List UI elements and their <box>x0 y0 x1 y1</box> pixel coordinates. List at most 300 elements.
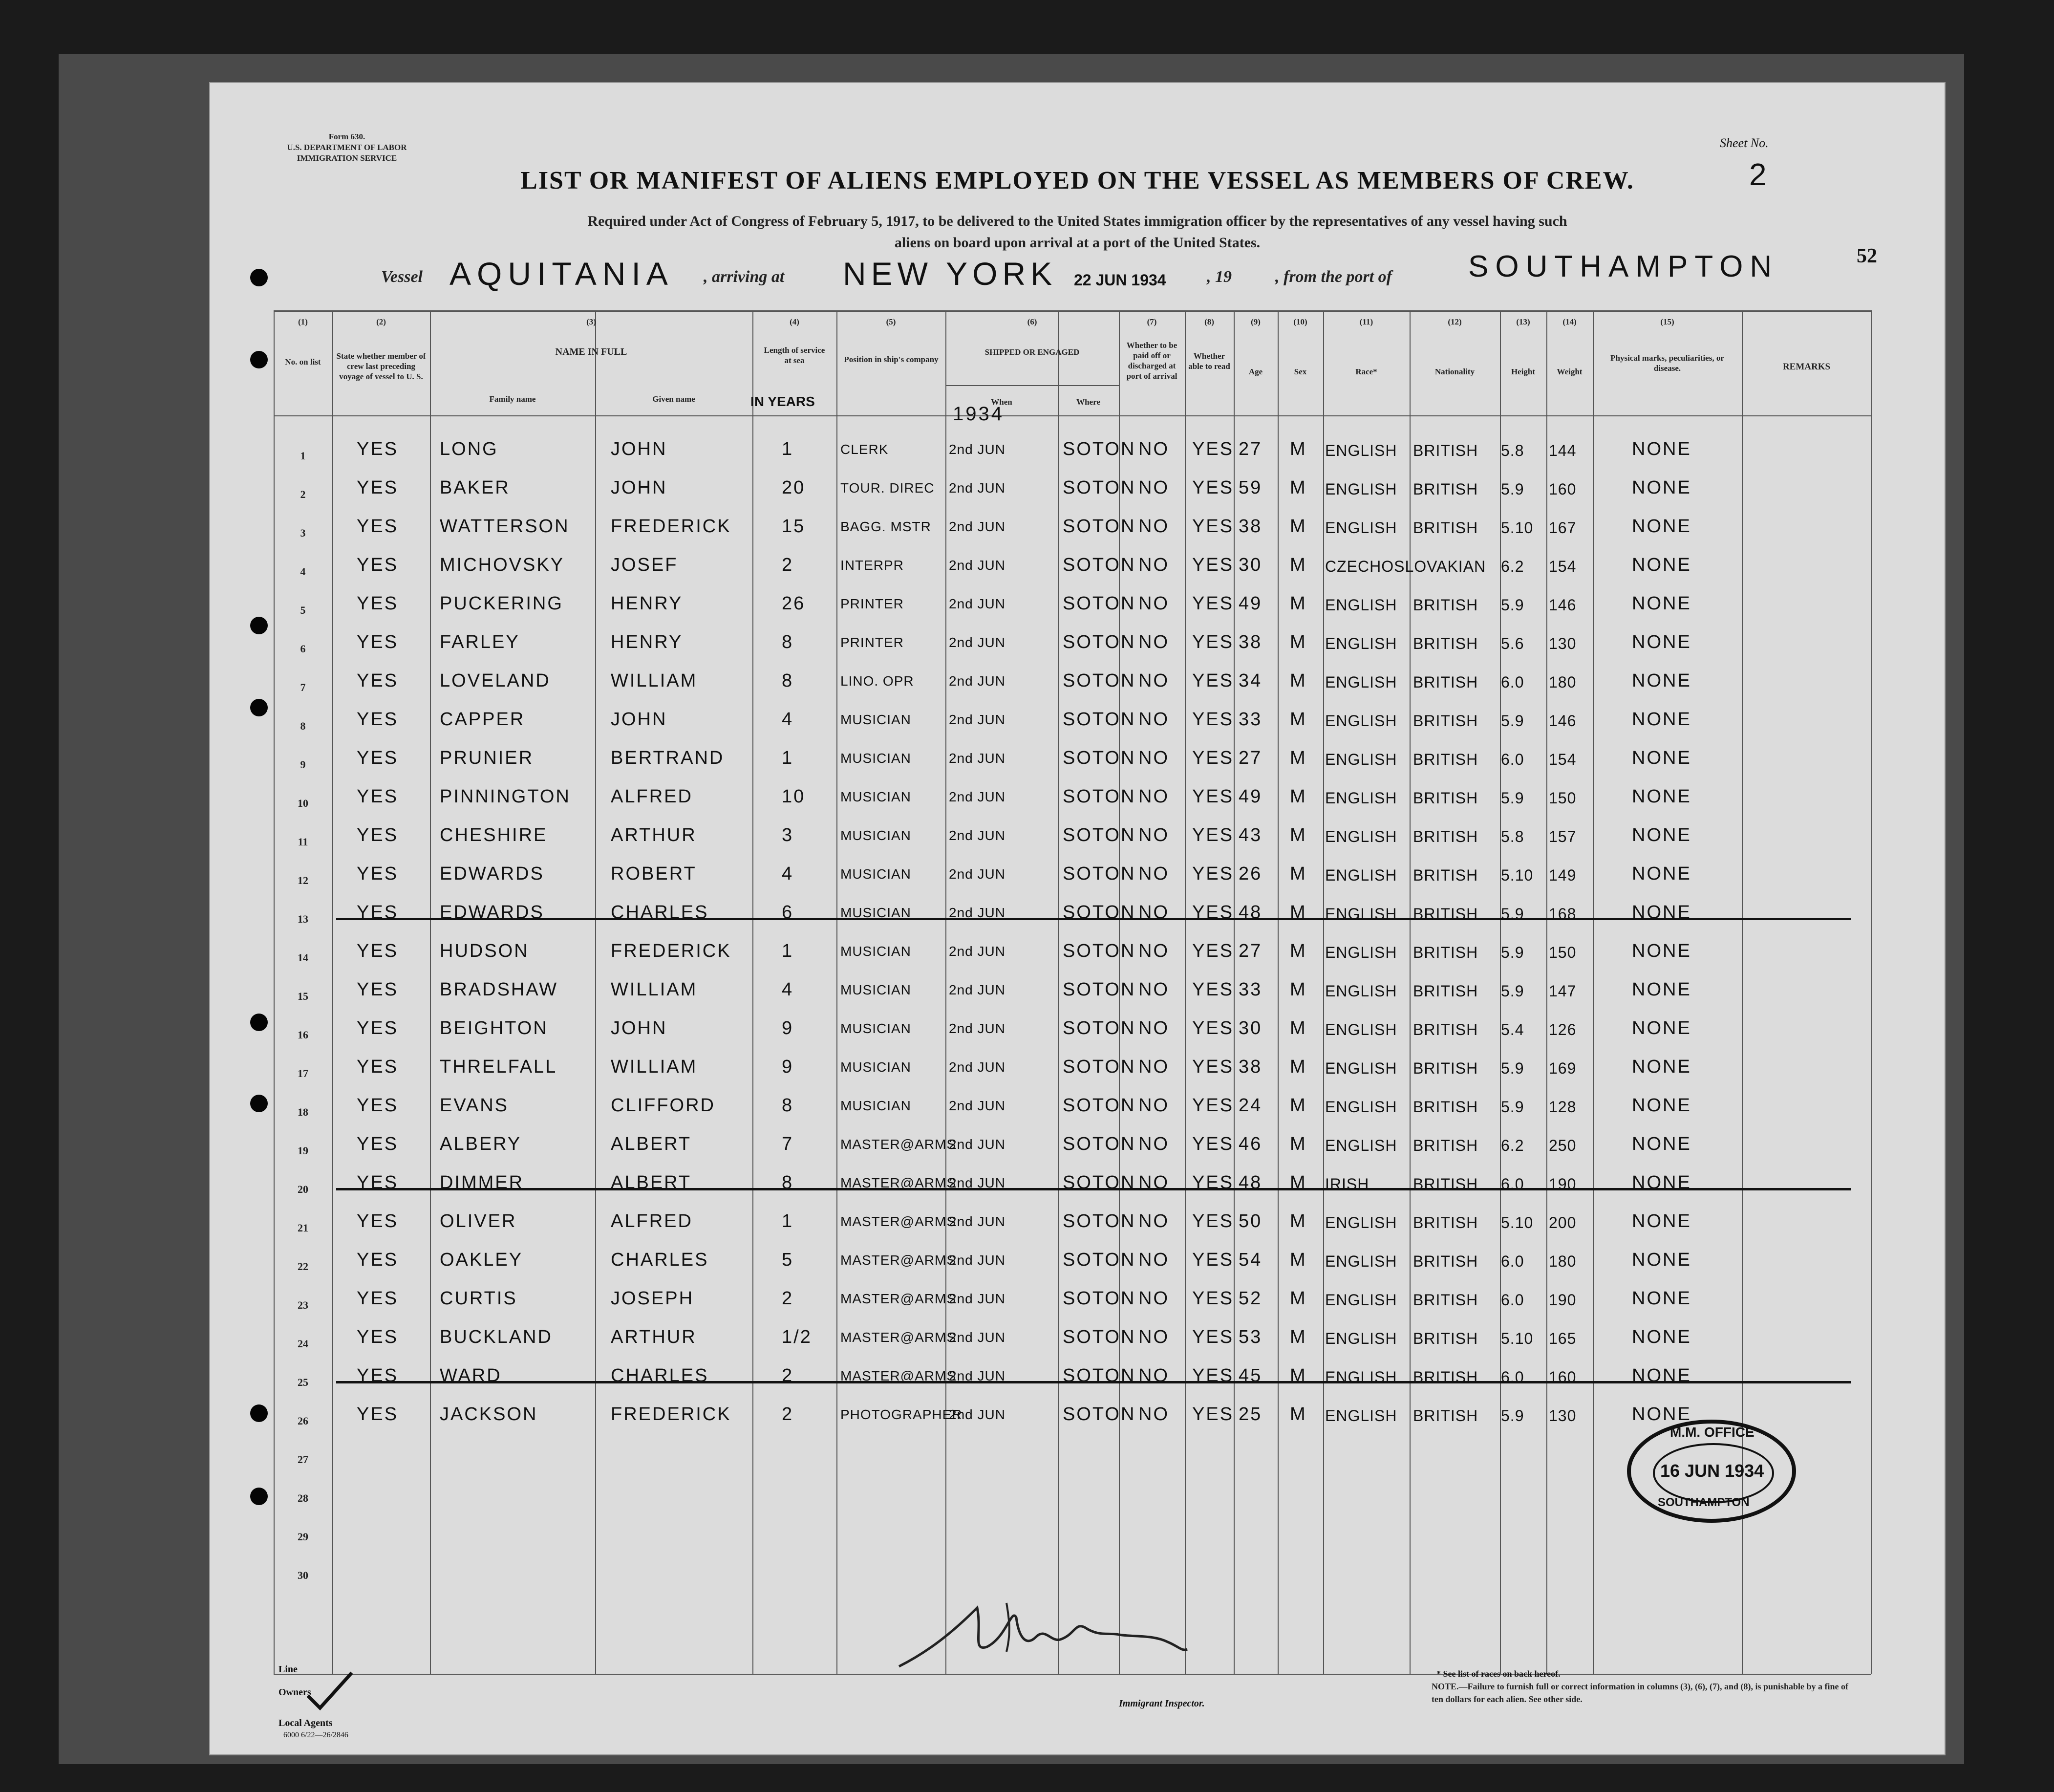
nationality: BRITISH <box>1413 789 1478 807</box>
race: ENGLISH <box>1325 982 1397 1000</box>
sex: M <box>1290 825 1307 845</box>
previous-voyage: YES <box>357 902 399 923</box>
col-number: (14) <box>1562 317 1577 326</box>
nationality: BRITISH <box>1413 751 1478 768</box>
able-to-read: YES <box>1192 902 1234 923</box>
length-of-service: 6 <box>782 902 794 923</box>
service: IMMIGRATION SERVICE <box>297 153 397 163</box>
race: ENGLISH <box>1325 828 1397 845</box>
family-name: LONG <box>440 439 498 459</box>
family-name: PINNINGTON <box>440 786 571 807</box>
physical-marks: NONE <box>1632 670 1691 691</box>
position-in-company: MUSICIAN <box>840 866 911 882</box>
age: 38 <box>1239 516 1262 537</box>
able-to-read: YES <box>1192 593 1234 614</box>
position-in-company: MUSICIAN <box>840 828 911 843</box>
height: 5.10 <box>1501 1214 1534 1231</box>
table-row <box>210 512 1945 550</box>
weight: 149 <box>1549 866 1577 884</box>
sex: M <box>1290 941 1307 961</box>
age: 30 <box>1239 555 1262 575</box>
nationality: BRITISH <box>1413 828 1478 845</box>
shipped-where: SOTON <box>1063 1211 1136 1231</box>
race: ENGLISH <box>1325 673 1397 691</box>
length-of-service: 4 <box>782 864 794 884</box>
able-to-read: YES <box>1192 1404 1234 1425</box>
row-number: 8 <box>300 720 306 732</box>
age: 48 <box>1239 1172 1262 1193</box>
header-remarks: REMARKS <box>1782 362 1831 372</box>
shipped-when: 2nd JUN <box>949 1021 1006 1036</box>
given-name: BERTRAND <box>611 748 725 768</box>
family-name: FARLEY <box>440 632 520 652</box>
row-number: 10 <box>298 797 308 809</box>
footer-print-code: 6000 6/22—26/2846 <box>283 1731 348 1739</box>
able-to-read: YES <box>1192 1057 1234 1077</box>
weight: 154 <box>1549 751 1577 768</box>
height: 6.0 <box>1501 673 1524 691</box>
position-in-company: INTERPR <box>840 558 904 573</box>
vessel-name: AQUITANIA <box>449 256 674 292</box>
given-name: WILLIAM <box>611 670 698 691</box>
col-number: (7) <box>1147 317 1157 326</box>
col-number: (2) <box>376 317 386 326</box>
given-name: JOHN <box>611 709 667 730</box>
family-name: PRUNIER <box>440 748 534 768</box>
table-row <box>210 937 1945 975</box>
weight: 165 <box>1549 1330 1577 1347</box>
length-of-service: 2 <box>782 1404 794 1425</box>
age: 25 <box>1239 1404 1262 1425</box>
paid-off: NO <box>1138 1172 1169 1193</box>
table-row <box>210 1246 1945 1284</box>
height: 5.9 <box>1501 596 1524 614</box>
sex: M <box>1290 670 1307 691</box>
position-in-company: MUSICIAN <box>840 944 911 959</box>
shipped-when: 2nd JUN <box>949 673 1006 689</box>
shipped-when: 2nd JUN <box>949 751 1006 766</box>
nationality: BRITISH <box>1413 1368 1478 1386</box>
table-row <box>210 1207 1945 1245</box>
position-in-company: MUSICIAN <box>840 1021 911 1036</box>
shipped-where: SOTON <box>1063 786 1136 807</box>
paid-off: NO <box>1138 632 1169 652</box>
race: ENGLISH <box>1325 1252 1397 1270</box>
table-row <box>210 1014 1945 1052</box>
length-of-service: 1/2 <box>782 1327 812 1347</box>
family-name: JACKSON <box>440 1404 538 1425</box>
age: 54 <box>1239 1250 1262 1270</box>
physical-marks: NONE <box>1632 1134 1691 1154</box>
table-row <box>210 860 1945 898</box>
position-in-company: TOUR. DIREC <box>840 480 935 496</box>
shipped-when: 2nd JUN <box>949 789 1006 804</box>
able-to-read: YES <box>1192 1250 1234 1270</box>
given-name: WILLIAM <box>611 979 698 1000</box>
paid-off: NO <box>1138 1365 1169 1386</box>
previous-voyage: YES <box>357 593 399 614</box>
family-name: WARD <box>440 1365 502 1386</box>
length-of-service: 5 <box>782 1250 794 1270</box>
date-stamp: 22 JUN 1934 <box>1074 271 1166 289</box>
table-row <box>210 821 1945 859</box>
sex: M <box>1290 1404 1307 1425</box>
given-name: HENRY <box>611 593 683 614</box>
length-of-service: 3 <box>782 825 794 845</box>
length-of-service: 2 <box>782 1365 794 1386</box>
nationality: BRITISH <box>1413 1137 1478 1154</box>
height: 5.9 <box>1501 905 1524 923</box>
row-number: 21 <box>298 1222 308 1234</box>
able-to-read: YES <box>1192 1172 1234 1193</box>
family-name: LOVELAND <box>440 670 551 691</box>
able-to-read: YES <box>1192 1095 1234 1116</box>
paid-off: NO <box>1138 477 1169 498</box>
row-number: 9 <box>300 758 306 771</box>
header-length-service: Length of service at sea <box>764 345 825 365</box>
previous-voyage: YES <box>357 1327 399 1347</box>
header-race: Race* <box>1355 367 1377 376</box>
physical-marks: NONE <box>1632 516 1691 537</box>
header-physical-marks: Physical marks, peculiarities, or disease. <box>1610 353 1724 373</box>
nationality: BRITISH <box>1413 1407 1478 1425</box>
family-name: THRELFALL <box>440 1057 557 1077</box>
previous-voyage: YES <box>357 1404 399 1425</box>
height: 5.9 <box>1501 712 1524 730</box>
weight: 167 <box>1549 519 1577 537</box>
weight: 147 <box>1549 982 1577 1000</box>
shipped-when: 2nd JUN <box>949 982 1006 997</box>
height: 5.9 <box>1501 789 1524 807</box>
race: ENGLISH <box>1325 1021 1397 1038</box>
length-of-service: 4 <box>782 979 794 1000</box>
paid-off: NO <box>1138 1057 1169 1077</box>
given-name: ROBERT <box>611 864 697 884</box>
paid-off: NO <box>1138 864 1169 884</box>
header-able-read: Whether able to read <box>1188 351 1230 371</box>
stamp-office: M.M. OFFICE <box>1670 1425 1754 1440</box>
age: 27 <box>1239 748 1262 768</box>
row-number: 23 <box>298 1299 308 1311</box>
length-of-service: 8 <box>782 670 794 691</box>
physical-marks: NONE <box>1632 1327 1691 1347</box>
previous-voyage: YES <box>357 555 399 575</box>
nationality: BRITISH <box>1413 1021 1478 1038</box>
inspector-label: Immigrant Inspector. <box>1119 1698 1205 1709</box>
paid-off: NO <box>1138 1288 1169 1309</box>
paid-off: NO <box>1138 825 1169 845</box>
family-name: EDWARDS <box>440 864 544 884</box>
sex: M <box>1290 516 1307 537</box>
shipped-where: SOTON <box>1063 1172 1136 1193</box>
col-number: (5) <box>886 317 896 326</box>
length-of-service: 1 <box>782 748 794 768</box>
previous-voyage: YES <box>357 1095 399 1116</box>
race: ENGLISH <box>1325 480 1397 498</box>
page-number: 52 <box>1857 245 1877 267</box>
age: 46 <box>1239 1134 1262 1154</box>
table-row <box>210 1053 1945 1091</box>
manifest-title: LIST OR MANIFEST OF ALIENS EMPLOYED ON THE VESSEL AS MEMBERS OF CREW. <box>520 167 1634 194</box>
shipped-when: 2nd JUN <box>949 905 1006 920</box>
able-to-read: YES <box>1192 748 1234 768</box>
given-name: FREDERICK <box>611 1404 731 1425</box>
table-top-border <box>274 310 1871 312</box>
length-of-service: 26 <box>782 593 806 614</box>
year-note: 1934 <box>953 403 1004 425</box>
header-in-years: IN YEARS <box>750 394 815 409</box>
row-number: 19 <box>298 1144 308 1157</box>
family-name: EVANS <box>440 1095 509 1116</box>
height: 6.2 <box>1501 558 1524 575</box>
row-number: 18 <box>298 1106 308 1118</box>
length-of-service: 8 <box>782 1172 794 1193</box>
table-row <box>210 1091 1945 1129</box>
col-number: (15) <box>1660 317 1674 326</box>
paid-off: NO <box>1138 748 1169 768</box>
race: CZECHOSLOVAKIAN <box>1325 558 1486 575</box>
age: 33 <box>1239 709 1262 730</box>
arriving-label: , arriving at <box>704 268 785 286</box>
header-weight: Weight <box>1557 367 1583 376</box>
able-to-read: YES <box>1192 439 1234 459</box>
height: 5.9 <box>1501 982 1524 1000</box>
position-in-company: PRINTER <box>840 596 904 611</box>
sex: M <box>1290 439 1307 459</box>
header-height: Height <box>1511 367 1536 376</box>
physical-marks: NONE <box>1632 864 1691 884</box>
nationality: BRITISH <box>1413 635 1478 652</box>
nationality: BRITISH <box>1413 442 1478 459</box>
header-given-name: Given name <box>652 394 695 404</box>
nationality: BRITISH <box>1413 866 1478 884</box>
shipped-where: SOTON <box>1063 748 1136 768</box>
shipped-when: 2nd JUN <box>949 1330 1006 1345</box>
height: 6.0 <box>1501 751 1524 768</box>
position-in-company: CLERK <box>840 442 889 457</box>
height: 5.6 <box>1501 635 1524 652</box>
paid-off: NO <box>1138 439 1169 459</box>
given-name: ALFRED <box>611 1211 693 1231</box>
table-row <box>210 975 1945 1014</box>
inspector-signature <box>889 1588 1202 1681</box>
shipped-where: SOTON <box>1063 1134 1136 1154</box>
height: 5.10 <box>1501 866 1534 884</box>
able-to-read: YES <box>1192 825 1234 845</box>
physical-marks: NONE <box>1632 786 1691 807</box>
age: 27 <box>1239 439 1262 459</box>
race: ENGLISH <box>1325 751 1397 768</box>
family-name: DIMMER <box>440 1172 524 1193</box>
able-to-read: YES <box>1192 516 1234 537</box>
nationality: BRITISH <box>1413 905 1478 923</box>
physical-marks: NONE <box>1632 825 1691 845</box>
sex: M <box>1290 748 1307 768</box>
header-name-in-full: NAME IN FULL <box>555 346 627 357</box>
age: 38 <box>1239 1057 1262 1077</box>
nationality: BRITISH <box>1413 1098 1478 1116</box>
shipped-when: 2nd JUN <box>949 558 1006 573</box>
height: 5.9 <box>1501 480 1524 498</box>
length-of-service: 9 <box>782 1057 794 1077</box>
given-name: HENRY <box>611 632 683 652</box>
given-name: ARTHUR <box>611 1327 697 1347</box>
physical-marks: NONE <box>1632 1250 1691 1270</box>
race: ENGLISH <box>1325 866 1397 884</box>
paid-off: NO <box>1138 1095 1169 1116</box>
previous-voyage: YES <box>357 709 399 730</box>
sex: M <box>1290 477 1307 498</box>
stamp-place: SOUTHAMPTON <box>1658 1496 1750 1509</box>
shipped-where: SOTON <box>1063 1404 1136 1425</box>
header-paid-off: Whether to be paid off or discharged at port of arrival <box>1126 341 1177 381</box>
previous-voyage: YES <box>357 1365 399 1386</box>
nationality: BRITISH <box>1413 519 1478 537</box>
col-number: (9) <box>1251 317 1261 326</box>
height: 5.10 <box>1501 519 1534 537</box>
position-in-company: MUSICIAN <box>840 1098 911 1113</box>
position-in-company: MUSICIAN <box>840 712 911 727</box>
age: 24 <box>1239 1095 1262 1116</box>
given-name: ALBERT <box>611 1172 692 1193</box>
previous-voyage: YES <box>357 1250 399 1270</box>
vessel-label: Vessel <box>381 268 423 286</box>
table-row <box>210 705 1945 743</box>
family-name: BUCKLAND <box>440 1327 553 1347</box>
age: 34 <box>1239 670 1262 691</box>
header-age: Age <box>1248 367 1263 376</box>
race: ENGLISH <box>1325 519 1397 537</box>
physical-marks: NONE <box>1632 593 1691 614</box>
age: 53 <box>1239 1327 1262 1347</box>
physical-marks: NONE <box>1632 902 1691 923</box>
sex: M <box>1290 632 1307 652</box>
sheet-number: 2 <box>1749 157 1767 192</box>
row-number: 1 <box>300 450 306 462</box>
sex: M <box>1290 1172 1307 1193</box>
length-of-service: 8 <box>782 632 794 652</box>
stamp-date: 16 JUN 1934 <box>1660 1461 1764 1481</box>
paid-off: NO <box>1138 941 1169 961</box>
length-of-service: 9 <box>782 1018 794 1038</box>
weight: 154 <box>1549 558 1577 575</box>
height: 6.0 <box>1501 1291 1524 1309</box>
previous-voyage: YES <box>357 670 399 691</box>
age: 49 <box>1239 786 1262 807</box>
race: ENGLISH <box>1325 635 1397 652</box>
age: 26 <box>1239 864 1262 884</box>
given-name: JOHN <box>611 439 667 459</box>
previous-voyage: YES <box>357 1018 399 1038</box>
race: ENGLISH <box>1325 1098 1397 1116</box>
table-row <box>210 628 1945 666</box>
table-row <box>210 435 1945 473</box>
length-of-service: 10 <box>782 786 806 807</box>
weight: 150 <box>1549 944 1577 961</box>
shipped-when: 2nd JUN <box>949 1368 1006 1383</box>
sheet-label: Sheet No. <box>1720 136 1769 150</box>
row-number: 27 <box>298 1453 308 1466</box>
table-row <box>210 1168 1945 1207</box>
family-name: BEIGHTON <box>440 1018 548 1038</box>
height: 5.10 <box>1501 1330 1534 1347</box>
table-row <box>210 551 1945 589</box>
weight: 190 <box>1549 1175 1577 1193</box>
length-of-service: 15 <box>782 516 806 537</box>
row-number: 26 <box>298 1415 308 1427</box>
position-in-company: MASTER@ARMS <box>840 1175 956 1190</box>
footer-owners: Owners <box>278 1687 311 1698</box>
col-number: (4) <box>790 317 799 326</box>
sex: M <box>1290 1211 1307 1231</box>
height: 6.0 <box>1501 1252 1524 1270</box>
family-name: WATTERSON <box>440 516 570 537</box>
col-number: (10) <box>1293 317 1307 326</box>
previous-voyage: YES <box>357 1134 399 1154</box>
family-name: MICHOVSKY <box>440 555 565 575</box>
table-row <box>210 744 1945 782</box>
header-nationality: Nationality <box>1434 367 1475 376</box>
row-number: 29 <box>298 1531 308 1543</box>
shipped-where: SOTON <box>1063 1327 1136 1347</box>
length-of-service: 1 <box>782 941 794 961</box>
able-to-read: YES <box>1192 1327 1234 1347</box>
given-name: JOSEF <box>611 555 678 575</box>
manifest-sheet <box>209 82 1946 1755</box>
shipped-where: SOTON <box>1063 1057 1136 1077</box>
height: 5.8 <box>1501 828 1524 845</box>
table-row <box>210 1323 1945 1361</box>
header-shipped-engaged: SHIPPED OR ENGAGED <box>984 347 1080 357</box>
table-row <box>210 1361 1945 1400</box>
length-of-service: 8 <box>782 1095 794 1116</box>
physical-marks: NONE <box>1632 1057 1691 1077</box>
previous-voyage: YES <box>357 1057 399 1077</box>
table-row <box>210 667 1945 705</box>
family-name: HUDSON <box>440 941 529 961</box>
able-to-read: YES <box>1192 1288 1234 1309</box>
physical-marks: NONE <box>1632 941 1691 961</box>
shipped-when: 2nd JUN <box>949 1175 1006 1190</box>
previous-voyage: YES <box>357 1288 399 1309</box>
able-to-read: YES <box>1192 1134 1234 1154</box>
position-in-company: MUSICIAN <box>840 905 911 920</box>
race: ENGLISH <box>1325 442 1397 459</box>
sex: M <box>1290 1095 1307 1116</box>
age: 38 <box>1239 632 1262 652</box>
length-of-service: 4 <box>782 709 794 730</box>
given-name: JOHN <box>611 1018 667 1038</box>
physical-marks: NONE <box>1632 1288 1691 1309</box>
family-name: CHESHIRE <box>440 825 548 845</box>
footer-note: NOTE.—Failure to furnish full or correct information in columns (3), (6), (7), and (8), is punishable by a fine of ten dollars for each alien. See other side. <box>1432 1682 1849 1704</box>
weight: 126 <box>1549 1021 1577 1038</box>
family-name: CURTIS <box>440 1288 517 1309</box>
form-number: Form 630. <box>328 132 365 141</box>
row-number: 5 <box>300 604 306 616</box>
shipped-where: SOTON <box>1063 864 1136 884</box>
sex: M <box>1290 709 1307 730</box>
race: ENGLISH <box>1325 944 1397 961</box>
paid-off: NO <box>1138 979 1169 1000</box>
col-number: (1) <box>298 317 308 326</box>
weight: 128 <box>1549 1098 1577 1116</box>
row-number: 4 <box>300 565 306 578</box>
table-row <box>210 474 1945 512</box>
race: ENGLISH <box>1325 1407 1397 1425</box>
physical-marks: NONE <box>1632 709 1691 730</box>
header-when: When <box>991 397 1012 407</box>
